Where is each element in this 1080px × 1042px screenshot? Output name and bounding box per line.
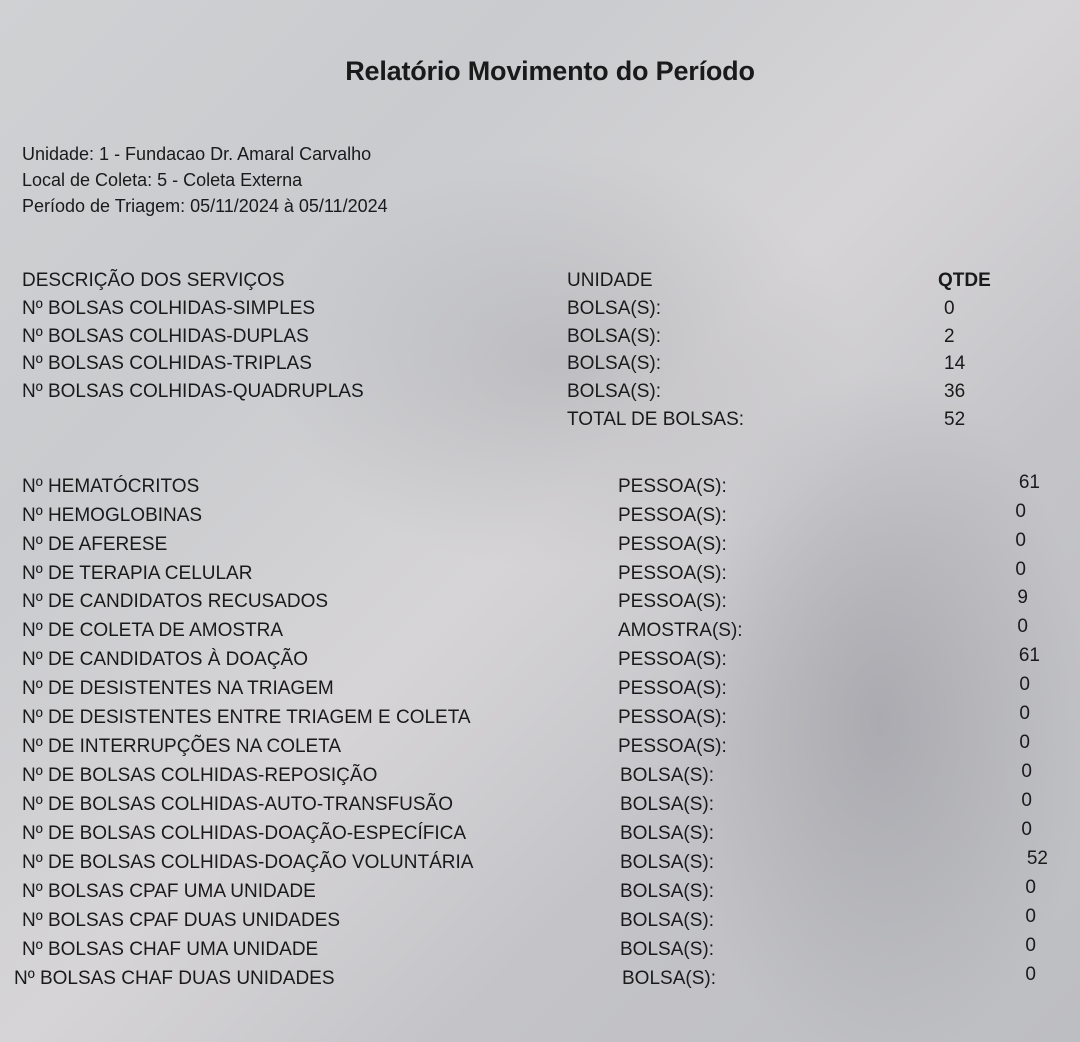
row-qtde: 0 xyxy=(1019,732,1030,753)
row-unidade: BOLSA(S): xyxy=(620,939,714,960)
table-row xyxy=(0,298,1080,326)
row-qtde: 0 xyxy=(1019,703,1030,724)
row-unidade: BOLSA(S): xyxy=(620,823,714,844)
row-unidade: PESSOA(S): xyxy=(618,649,727,670)
row-qtde: 0 xyxy=(1019,674,1030,695)
table-row xyxy=(0,326,1080,354)
table-row xyxy=(0,906,1080,938)
row-descricao: Nº BOLSAS CHAF UMA UNIDADE xyxy=(22,939,319,960)
row-unidade: PESSOA(S): xyxy=(618,707,727,728)
table-row xyxy=(0,530,1080,562)
row-unidade: BOLSA(S): xyxy=(567,326,661,347)
row-unidade: PESSOA(S): xyxy=(618,736,727,757)
row-qtde: 36 xyxy=(944,381,966,402)
row-descricao: Nº DE DESISTENTES ENTRE TRIAGEM E COLETA xyxy=(22,707,471,728)
row-descricao: Nº BOLSAS COLHIDAS-SIMPLES xyxy=(22,298,316,319)
row-qtde: 0 xyxy=(1021,761,1032,782)
row-qtde: 0 xyxy=(1015,501,1026,522)
table-row xyxy=(0,645,1080,677)
row-descricao: Nº BOLSAS CPAF DUAS UNIDADES xyxy=(22,910,341,931)
total-label: TOTAL DE BOLSAS: xyxy=(567,409,745,430)
report-header-info xyxy=(22,141,388,219)
row-unidade: PESSOA(S): xyxy=(618,534,727,555)
row-descricao: Nº DE AFERESE xyxy=(22,534,168,555)
row-qtde: 0 xyxy=(1015,559,1026,580)
header-qtde: QTDE xyxy=(938,270,991,291)
row-descricao: Nº BOLSAS CPAF UMA UNIDADE xyxy=(22,881,316,902)
row-qtde: 0 xyxy=(1021,790,1032,811)
table-row xyxy=(0,353,1080,381)
table-row xyxy=(0,819,1080,851)
table-row xyxy=(0,732,1080,764)
row-qtde: 0 xyxy=(1025,964,1036,985)
table-row xyxy=(0,877,1080,909)
table-row xyxy=(0,501,1080,533)
row-unidade: AMOSTRA(S): xyxy=(618,620,743,641)
row-unidade: BOLSA(S): xyxy=(620,765,714,786)
report-title: Relatório Movimento do Período xyxy=(345,56,755,86)
row-unidade: BOLSA(S): xyxy=(567,298,661,319)
row-qtde: 0 xyxy=(1015,530,1026,551)
row-descricao: Nº BOLSAS COLHIDAS-TRIPLAS xyxy=(22,353,312,374)
row-qtde: 61 xyxy=(1018,645,1040,666)
table-row xyxy=(0,703,1080,735)
row-unidade: BOLSA(S): xyxy=(620,794,714,815)
row-descricao: Nº HEMATÓCRITOS xyxy=(22,476,200,497)
table-row xyxy=(0,848,1080,880)
row-unidade: BOLSA(S): xyxy=(567,353,661,374)
row-qtde: 0 xyxy=(1017,616,1028,637)
row-unidade: BOLSA(S): xyxy=(620,910,714,931)
row-unidade: BOLSA(S): xyxy=(620,852,714,873)
row-qtde: 9 xyxy=(1017,587,1028,608)
row-qtde: 0 xyxy=(944,298,955,319)
row-descricao: Nº BOLSAS COLHIDAS-DUPLAS xyxy=(22,326,309,347)
row-qtde: 0 xyxy=(1025,935,1036,956)
total-qtde: 52 xyxy=(944,409,966,430)
header-descricao: DESCRIÇÃO DOS SERVIÇOS xyxy=(22,270,285,291)
row-unidade: PESSOA(S): xyxy=(618,678,727,699)
row-descricao: Nº DE BOLSAS COLHIDAS-REPOSIÇÃO xyxy=(22,765,378,786)
row-qtde: 2 xyxy=(944,326,955,347)
row-descricao: Nº DE CANDIDATOS RECUSADOS xyxy=(22,591,329,612)
total-row xyxy=(0,409,1080,437)
table-row xyxy=(0,935,1080,967)
row-descricao: Nº DE BOLSAS COLHIDAS-DOAÇÃO VOLUNTÁRIA xyxy=(22,852,474,873)
row-unidade: PESSOA(S): xyxy=(618,563,727,584)
table-row xyxy=(0,964,1080,996)
table-header-row xyxy=(0,270,1080,298)
table-row xyxy=(0,381,1080,409)
row-unidade: BOLSA(S): xyxy=(567,381,661,402)
table-row xyxy=(0,559,1080,591)
row-qtde: 0 xyxy=(1025,877,1036,898)
row-qtde: 0 xyxy=(1021,819,1032,840)
row-qtde: 0 xyxy=(1025,906,1036,927)
local-coleta-line: Local de Coleta: 5 - Coleta Externa xyxy=(22,170,303,190)
row-descricao: Nº DE BOLSAS COLHIDAS-AUTO-TRANSFUSÃO xyxy=(22,794,453,815)
row-qtde: 52 xyxy=(1026,848,1048,869)
unidade-line: Unidade: 1 - Fundacao Dr. Amaral Carvalho xyxy=(22,144,372,164)
table-row xyxy=(0,616,1080,648)
row-descricao: Nº HEMOGLOBINAS xyxy=(22,505,203,526)
row-descricao: Nº BOLSAS CHAF DUAS UNIDADES xyxy=(14,968,335,989)
row-descricao: Nº DE DESISTENTES NA TRIAGEM xyxy=(22,678,334,699)
row-descricao: Nº DE INTERRUPÇÕES NA COLETA xyxy=(22,736,342,757)
table-row xyxy=(0,587,1080,619)
row-qtde: 14 xyxy=(944,353,966,374)
table-row xyxy=(0,790,1080,822)
table-row xyxy=(0,761,1080,793)
row-unidade: PESSOA(S): xyxy=(618,591,727,612)
row-descricao: Nº DE CANDIDATOS À DOAÇÃO xyxy=(22,649,309,670)
row-descricao: Nº BOLSAS COLHIDAS-QUADRUPLAS xyxy=(22,381,364,402)
table-row xyxy=(0,674,1080,706)
row-unidade: BOLSA(S): xyxy=(620,881,714,902)
row-unidade: PESSOA(S): xyxy=(618,476,727,497)
row-descricao: Nº DE TERAPIA CELULAR xyxy=(22,563,253,584)
row-descricao: Nº DE COLETA DE AMOSTRA xyxy=(22,620,284,641)
header-unidade: UNIDADE xyxy=(567,270,653,291)
row-unidade: PESSOA(S): xyxy=(618,505,727,526)
periodo-triagem-line: Período de Triagem: 05/11/2024 à 05/11/2024 xyxy=(22,196,388,216)
table-row xyxy=(0,472,1080,504)
row-unidade: BOLSA(S): xyxy=(622,968,716,989)
row-descricao: Nº DE BOLSAS COLHIDAS-DOAÇÃO-ESPECÍFICA xyxy=(22,823,467,844)
row-qtde: 61 xyxy=(1018,472,1040,493)
